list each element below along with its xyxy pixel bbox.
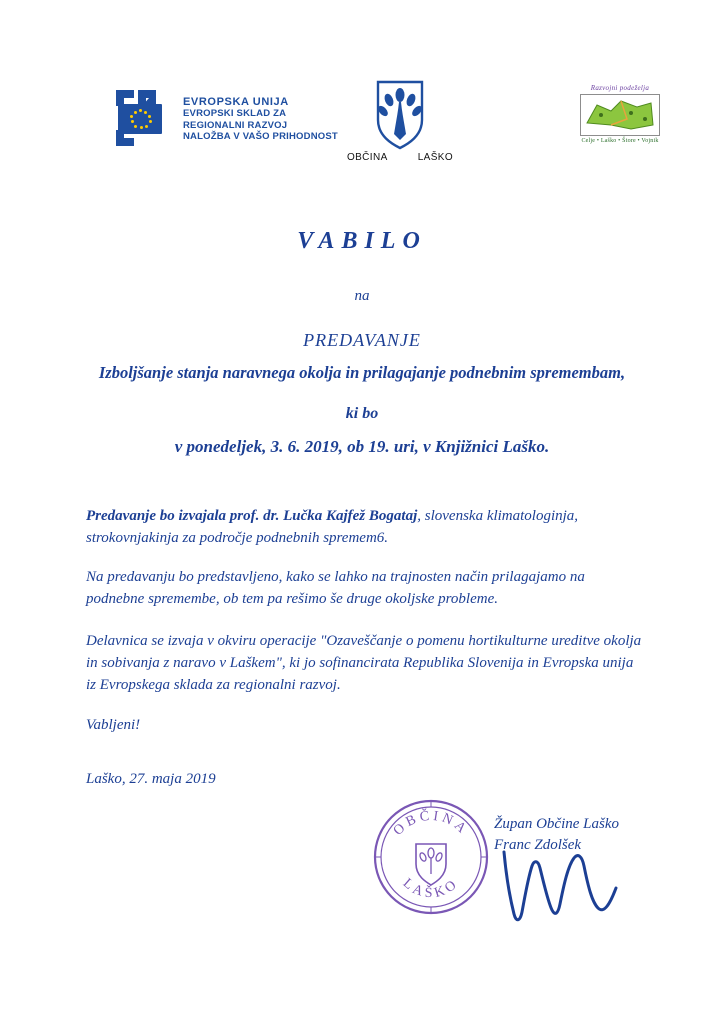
paragraph-speaker-rest: , slovenska klimatologinja, strokovnjakinja za področje podnebnih spremem6. bbox=[86, 508, 579, 546]
paragraph-welcome: Vabljeni! bbox=[86, 717, 141, 733]
coat-of-arms-icon bbox=[372, 78, 428, 150]
eu-line-2: EVROPSKI SKLAD ZA bbox=[183, 108, 287, 120]
municipality-caption-right: LAŠKO bbox=[417, 152, 454, 163]
eu-logo bbox=[112, 86, 338, 150]
rural-development-title: Razvojni podeželja bbox=[590, 84, 650, 92]
paragraph-content: Na predavanju bo predstavljeno, kako se lahko na trajnosten način prilagajamo na podnebne spremembe, ob tem pa rešimo še druge okoljske probleme. bbox=[86, 569, 585, 607]
event-title: Izboljšanje stanja naravnega okolja in prilagajanje podnebnim spremembam, bbox=[98, 363, 626, 382]
invitation-na: na bbox=[354, 288, 370, 304]
paragraph-place-date: Laško, 27. maja 2019 bbox=[86, 771, 216, 787]
signature-role: Župan Občine Laško bbox=[494, 816, 619, 832]
eu-emblem-icon bbox=[112, 86, 174, 150]
paragraph-speaker-bold: Predavanje bo izvajala prof. dr. Lučka Kajfež Bogataj bbox=[86, 508, 418, 524]
handwritten-signature bbox=[500, 848, 660, 928]
eu-line-3: REGIONALNI RAZVOJ bbox=[183, 119, 288, 131]
paragraph-speaker bbox=[86, 505, 642, 549]
svg-text:OBČINA: OBČINA bbox=[390, 808, 472, 839]
eu-line-4: NALOŽBA V VAŠO PRIHODNOST bbox=[183, 131, 338, 143]
event-datetime: v ponedeljek, 3. 6. 2019, ob 19. uri, v Knjižnici Laško. bbox=[174, 437, 550, 456]
svg-text:LAŠKO: LAŠKO bbox=[399, 875, 463, 902]
official-stamp bbox=[372, 798, 490, 916]
event-kibo: ki bo bbox=[345, 405, 379, 422]
eu-flag-icon bbox=[118, 104, 162, 134]
signature-person: Franc Zdolšek bbox=[494, 837, 582, 853]
rural-development-caption: Celje • Laško • Štore • Vojnik bbox=[581, 138, 659, 144]
page-title: VABILO bbox=[297, 228, 427, 254]
document-header bbox=[0, 78, 724, 183]
municipality-logo bbox=[330, 78, 470, 163]
eu-logo-text bbox=[183, 86, 338, 143]
round-stamp-icon bbox=[372, 798, 490, 916]
eu-line-1: EVROPSKA UNIJA bbox=[183, 96, 289, 108]
municipality-caption bbox=[330, 152, 470, 163]
municipality-caption-left: OBČINA bbox=[346, 152, 388, 163]
paragraph-funding: Delavnica se izvaja v okviru operacije "Ozaveščanje o pomenu hortikulturne ureditve okolja in sobivanja z naravo v Laškem", ki jo sofinancirata Republika Slovenija in Evropska unija iz Evropskega sklada za regionalni razvoj. bbox=[86, 633, 642, 693]
signature-ink-icon bbox=[500, 848, 660, 928]
event-kind: PREDAVANJE bbox=[303, 330, 421, 350]
rural-development-logo bbox=[575, 84, 665, 144]
lasko-shield-icon bbox=[372, 78, 428, 150]
rural-development-map-icon bbox=[580, 94, 660, 136]
green-map-shape-icon bbox=[581, 95, 659, 135]
